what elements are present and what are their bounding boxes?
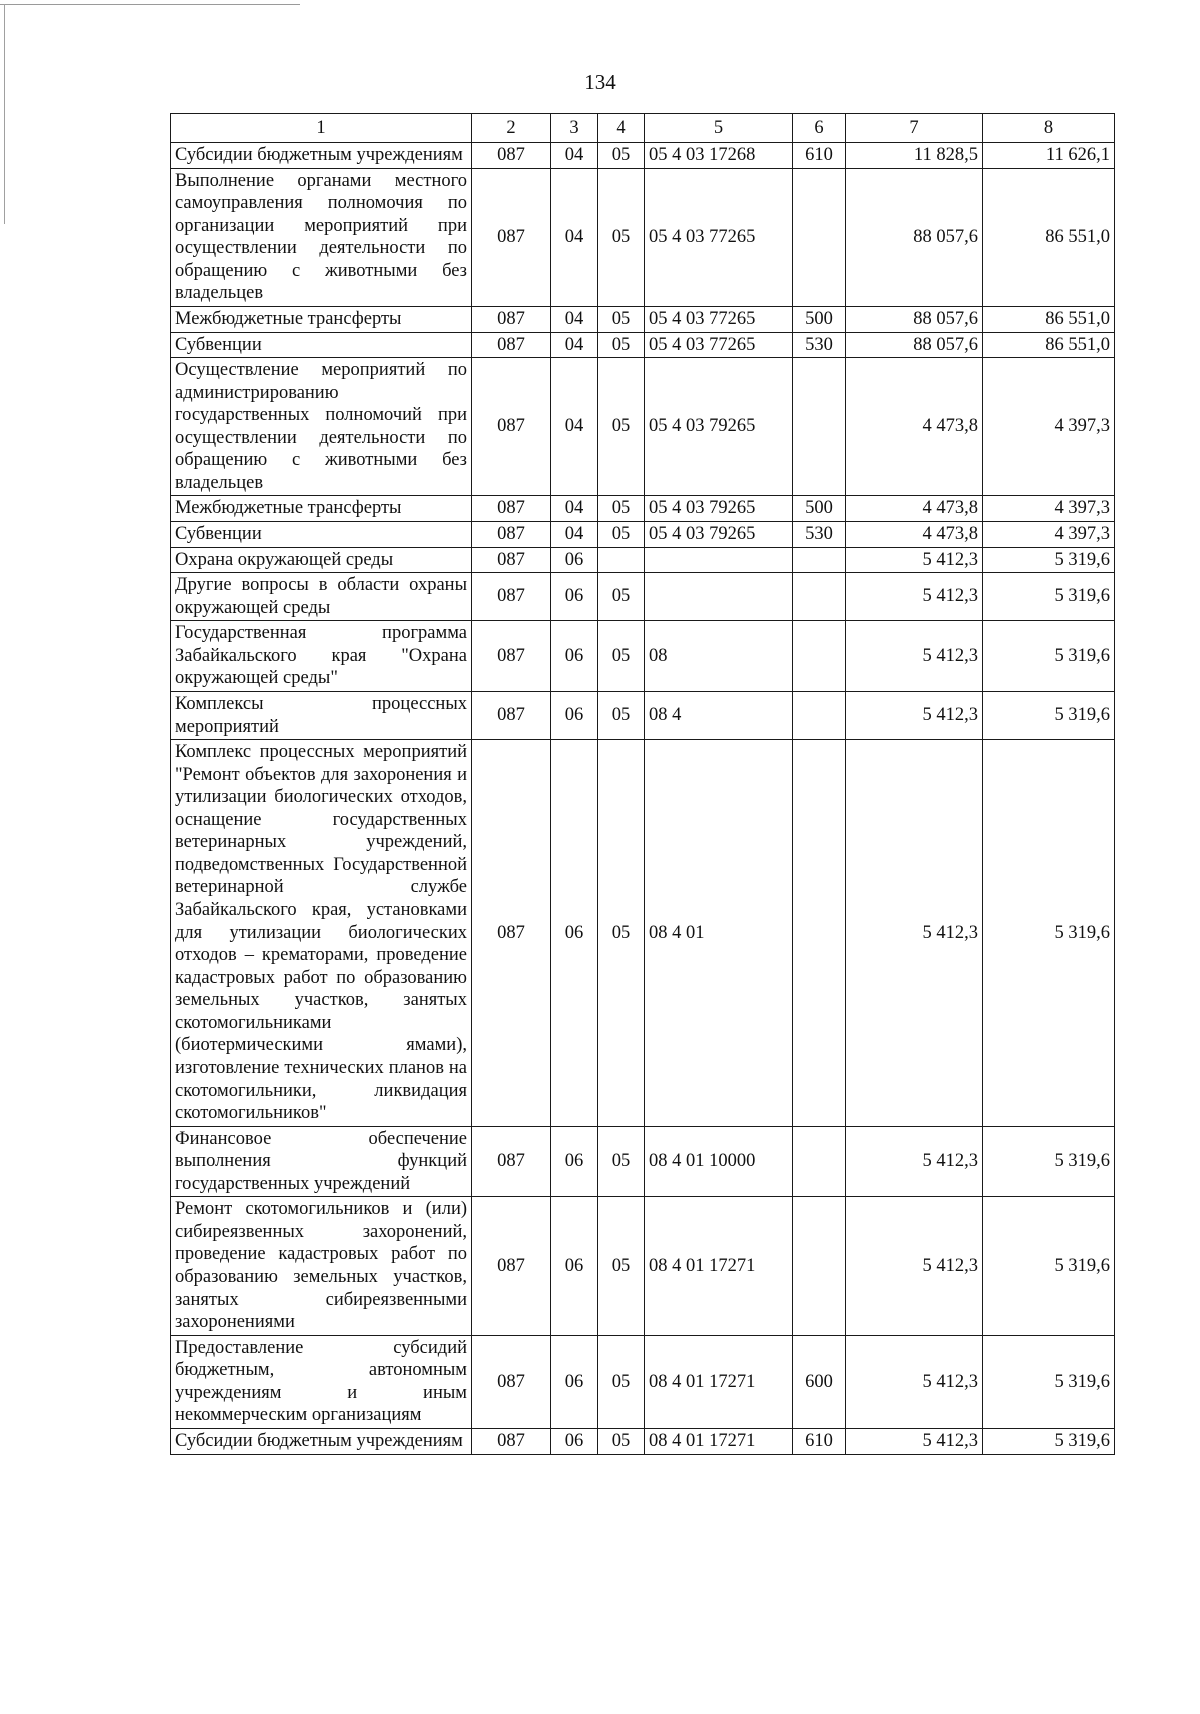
cell-amount-1: 5 412,3 — [846, 547, 983, 573]
cell-name: Межбюджетные трансферты — [171, 306, 472, 332]
cell-subsection: 05 — [598, 522, 645, 548]
cell-target-article: 08 4 01 17271 — [645, 1428, 793, 1454]
cell-name: Предоставление субсидий бюджетным, автономным учреждениям и иным некоммерческим организациям — [171, 1335, 472, 1428]
cell-target-article: 08 4 — [645, 691, 793, 739]
header-col-2: 2 — [472, 114, 551, 143]
cell-subsection: 05 — [598, 1428, 645, 1454]
cell-amount-1: 88 057,6 — [846, 168, 983, 306]
table-row — [171, 306, 1115, 332]
cell-target-article: 08 4 01 10000 — [645, 1126, 793, 1197]
cell-subsection: 05 — [598, 306, 645, 332]
cell-amount-1: 88 057,6 — [846, 332, 983, 358]
cell-section: 04 — [551, 332, 598, 358]
cell-name: Субсидии бюджетным учреждениям — [171, 143, 472, 169]
cell-section: 04 — [551, 168, 598, 306]
cell-target-article: 08 4 01 — [645, 740, 793, 1127]
cell-admin-code: 087 — [472, 691, 551, 739]
cell-admin-code: 087 — [472, 496, 551, 522]
cell-amount-1: 88 057,6 — [846, 306, 983, 332]
cell-amount-1: 5 412,3 — [846, 1428, 983, 1454]
cell-name: Ремонт скотомогильников и (или) сибиреязвенных захоронений, проведение кадастровых работ по образованию земельных участков, занятых сибиреязвенными захоронениями — [171, 1197, 472, 1335]
cell-name: Осуществление мероприятий по администрированию государственных полномочий при осуществлении деятельности по обращению с животными без владельцев — [171, 358, 472, 496]
cell-section: 06 — [551, 1335, 598, 1428]
table-header — [171, 114, 1115, 143]
cell-target-article: 05 4 03 77265 — [645, 306, 793, 332]
cell-name: Финансовое обеспечение выполнения функций государственных учреждений — [171, 1126, 472, 1197]
scan-edge-top — [0, 4, 300, 5]
header-col-5: 5 — [645, 114, 793, 143]
cell-amount-2: 5 319,6 — [983, 1197, 1115, 1335]
cell-section: 04 — [551, 143, 598, 169]
cell-admin-code: 087 — [472, 621, 551, 692]
cell-amount-2: 5 319,6 — [983, 547, 1115, 573]
cell-target-article — [645, 547, 793, 573]
table-row — [171, 522, 1115, 548]
cell-subsection: 05 — [598, 691, 645, 739]
table-row — [171, 332, 1115, 358]
table-row — [171, 740, 1115, 1127]
cell-amount-2: 86 551,0 — [983, 168, 1115, 306]
cell-admin-code: 087 — [472, 522, 551, 548]
page-number: 134 — [584, 70, 616, 94]
table-row — [171, 1126, 1115, 1197]
cell-target-article: 08 4 01 17271 — [645, 1197, 793, 1335]
cell-name: Комплекс процессных мероприятий "Ремонт объектов для захоронения и утилизации биологических отходов, оснащение государственных ветеринарных учреждений, подведомственных Государственной ветеринарной службе Забайкальского края, установками для утилизации биологических отходов – крематорами, проведение кадастровых работ по образованию земельных участков, занятых скотомогильниками (биотермическими ямами), изготовление технических планов на скотомогильники, ликвидация скотомогильников" — [171, 740, 472, 1127]
cell-subsection: 05 — [598, 496, 645, 522]
cell-expense-type: 610 — [793, 143, 846, 169]
cell-amount-1: 11 828,5 — [846, 143, 983, 169]
cell-amount-2: 5 319,6 — [983, 1428, 1115, 1454]
cell-expense-type: 610 — [793, 1428, 846, 1454]
table-row — [171, 143, 1115, 169]
cell-subsection: 05 — [598, 573, 645, 621]
cell-expense-type: 530 — [793, 522, 846, 548]
cell-name: Субвенции — [171, 332, 472, 358]
header-col-4: 4 — [598, 114, 645, 143]
cell-name: Другие вопросы в области охраны окружающей среды — [171, 573, 472, 621]
cell-target-article: 05 4 03 17268 — [645, 143, 793, 169]
table-row — [171, 621, 1115, 692]
cell-admin-code: 087 — [472, 168, 551, 306]
cell-amount-2: 5 319,6 — [983, 1126, 1115, 1197]
cell-subsection: 05 — [598, 1197, 645, 1335]
cell-section: 06 — [551, 547, 598, 573]
header-row — [171, 114, 1115, 143]
cell-admin-code: 087 — [472, 573, 551, 621]
cell-amount-1: 4 473,8 — [846, 358, 983, 496]
cell-target-article: 05 4 03 79265 — [645, 522, 793, 548]
cell-subsection — [598, 547, 645, 573]
header-col-1: 1 — [171, 114, 472, 143]
cell-amount-2: 86 551,0 — [983, 332, 1115, 358]
cell-expense-type — [793, 168, 846, 306]
cell-section: 06 — [551, 1126, 598, 1197]
cell-name: Межбюджетные трансферты — [171, 496, 472, 522]
cell-section: 06 — [551, 1197, 598, 1335]
cell-admin-code: 087 — [472, 143, 551, 169]
cell-amount-1: 5 412,3 — [846, 1197, 983, 1335]
cell-expense-type — [793, 573, 846, 621]
cell-section: 06 — [551, 740, 598, 1127]
cell-section: 04 — [551, 306, 598, 332]
cell-target-article: 08 — [645, 621, 793, 692]
cell-amount-1: 5 412,3 — [846, 740, 983, 1127]
cell-expense-type: 600 — [793, 1335, 846, 1428]
table-row — [171, 168, 1115, 306]
cell-amount-2: 5 319,6 — [983, 691, 1115, 739]
cell-admin-code: 087 — [472, 1335, 551, 1428]
cell-amount-2: 11 626,1 — [983, 143, 1115, 169]
table-row — [171, 496, 1115, 522]
cell-admin-code: 087 — [472, 358, 551, 496]
table-row — [171, 1197, 1115, 1335]
scan-edge-left — [4, 4, 5, 224]
cell-target-article: 05 4 03 79265 — [645, 496, 793, 522]
cell-name: Охрана окружающей среды — [171, 547, 472, 573]
cell-expense-type — [793, 691, 846, 739]
header-col-7: 7 — [846, 114, 983, 143]
cell-amount-2: 4 397,3 — [983, 522, 1115, 548]
cell-name: Выполнение органами местного самоуправления полномочия по организации мероприятий при осуществлении деятельности по обращению с животными без владельцев — [171, 168, 472, 306]
cell-target-article: 08 4 01 17271 — [645, 1335, 793, 1428]
cell-name: Комплексы процессных мероприятий — [171, 691, 472, 739]
cell-amount-1: 5 412,3 — [846, 1126, 983, 1197]
cell-expense-type: 500 — [793, 306, 846, 332]
cell-target-article: 05 4 03 77265 — [645, 168, 793, 306]
header-col-8: 8 — [983, 114, 1115, 143]
header-col-3: 3 — [551, 114, 598, 143]
cell-admin-code: 087 — [472, 740, 551, 1127]
cell-target-article — [645, 573, 793, 621]
cell-subsection: 05 — [598, 1335, 645, 1428]
cell-amount-1: 5 412,3 — [846, 573, 983, 621]
table-row — [171, 573, 1115, 621]
cell-amount-2: 5 319,6 — [983, 621, 1115, 692]
cell-admin-code: 087 — [472, 547, 551, 573]
cell-section: 06 — [551, 1428, 598, 1454]
cell-name: Государственная программа Забайкальского края "Охрана окружающей среды" — [171, 621, 472, 692]
table-body — [171, 143, 1115, 1455]
cell-section: 06 — [551, 691, 598, 739]
cell-expense-type — [793, 621, 846, 692]
cell-amount-1: 5 412,3 — [846, 691, 983, 739]
cell-admin-code: 087 — [472, 332, 551, 358]
cell-target-article: 05 4 03 79265 — [645, 358, 793, 496]
cell-subsection: 05 — [598, 358, 645, 496]
cell-admin-code: 087 — [472, 1428, 551, 1454]
table-row — [171, 358, 1115, 496]
cell-admin-code: 087 — [472, 1197, 551, 1335]
cell-section: 06 — [551, 573, 598, 621]
table-row — [171, 1428, 1115, 1454]
cell-amount-1: 4 473,8 — [846, 496, 983, 522]
cell-name: Субвенции — [171, 522, 472, 548]
cell-target-article: 05 4 03 77265 — [645, 332, 793, 358]
budget-table — [170, 113, 1115, 1455]
cell-expense-type — [793, 358, 846, 496]
cell-admin-code: 087 — [472, 306, 551, 332]
table-row — [171, 547, 1115, 573]
header-col-6: 6 — [793, 114, 846, 143]
cell-amount-2: 5 319,6 — [983, 1335, 1115, 1428]
cell-amount-2: 4 397,3 — [983, 358, 1115, 496]
cell-section: 04 — [551, 496, 598, 522]
cell-expense-type — [793, 547, 846, 573]
cell-section: 04 — [551, 358, 598, 496]
cell-amount-2: 4 397,3 — [983, 496, 1115, 522]
table-row — [171, 1335, 1115, 1428]
cell-name: Субсидии бюджетным учреждениям — [171, 1428, 472, 1454]
cell-subsection: 05 — [598, 332, 645, 358]
cell-amount-2: 86 551,0 — [983, 306, 1115, 332]
cell-subsection: 05 — [598, 1126, 645, 1197]
cell-amount-1: 5 412,3 — [846, 1335, 983, 1428]
cell-subsection: 05 — [598, 740, 645, 1127]
cell-expense-type — [793, 1197, 846, 1335]
cell-amount-2: 5 319,6 — [983, 573, 1115, 621]
cell-expense-type — [793, 1126, 846, 1197]
cell-amount-1: 5 412,3 — [846, 621, 983, 692]
cell-expense-type — [793, 740, 846, 1127]
cell-admin-code: 087 — [472, 1126, 551, 1197]
cell-subsection: 05 — [598, 143, 645, 169]
cell-amount-2: 5 319,6 — [983, 740, 1115, 1127]
cell-expense-type: 530 — [793, 332, 846, 358]
table-row — [171, 691, 1115, 739]
cell-section: 04 — [551, 522, 598, 548]
cell-subsection: 05 — [598, 621, 645, 692]
cell-section: 06 — [551, 621, 598, 692]
cell-subsection: 05 — [598, 168, 645, 306]
cell-expense-type: 500 — [793, 496, 846, 522]
cell-amount-1: 4 473,8 — [846, 522, 983, 548]
